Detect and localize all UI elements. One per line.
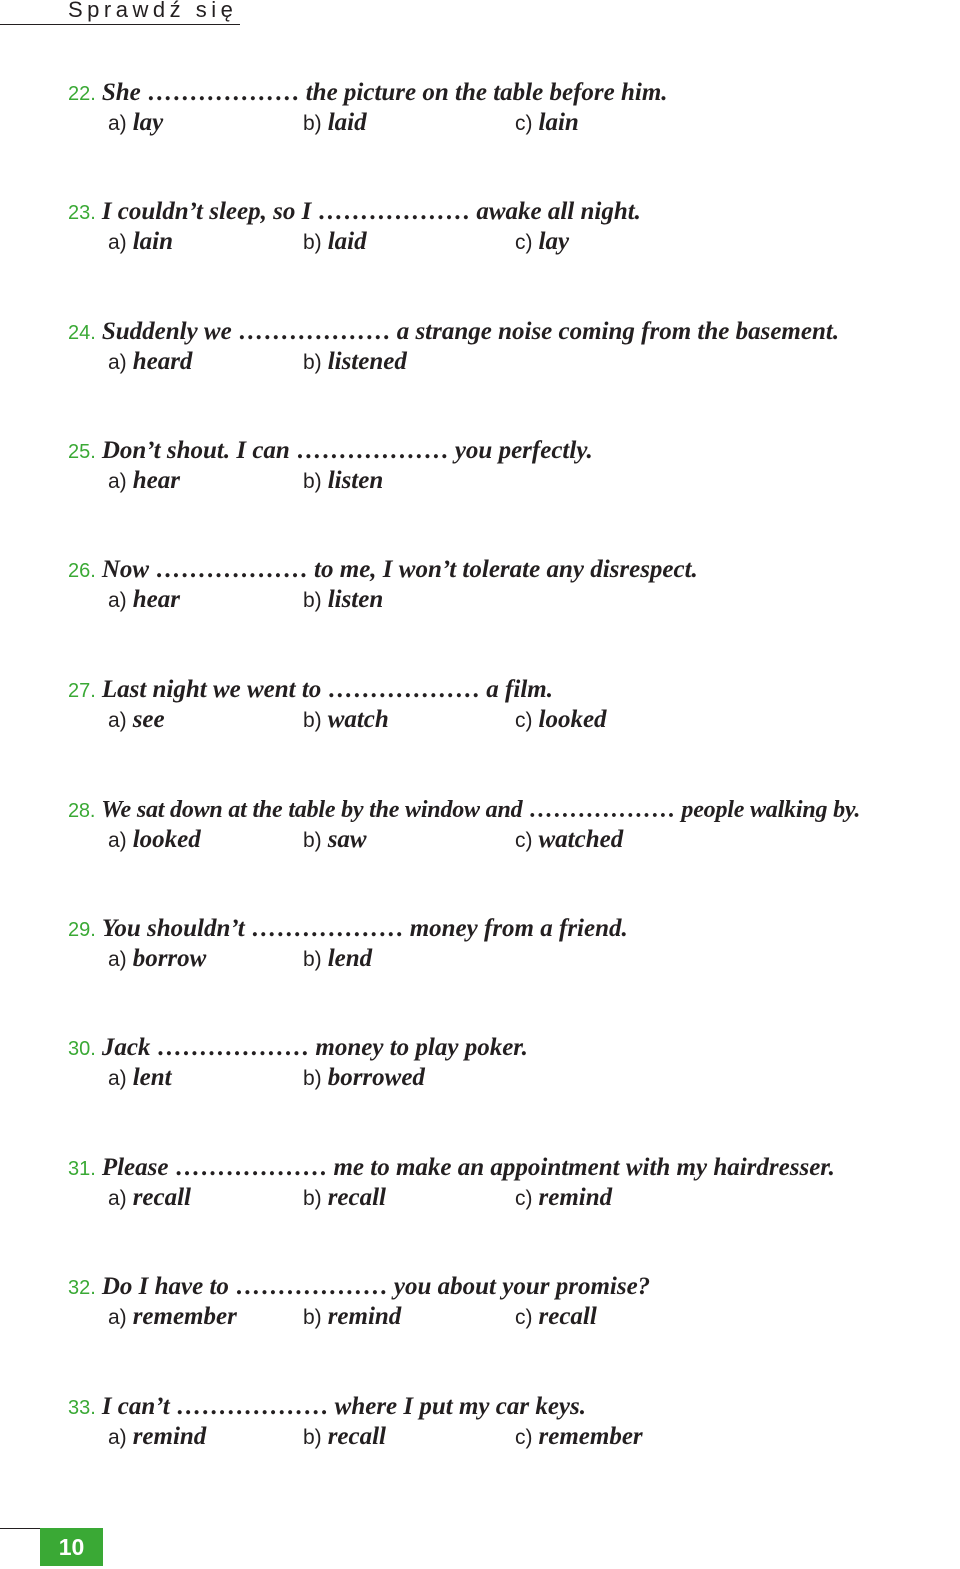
option-b (303, 1302, 401, 1333)
option-text: watched (538, 826, 624, 853)
option-b (303, 585, 383, 616)
question-after: awake all night. (476, 198, 641, 225)
option-c (515, 108, 579, 139)
page-header (0, 0, 240, 25)
question-text (68, 317, 839, 348)
question-before: Don’t shout. I can (101, 437, 290, 464)
question-number: 25. (68, 441, 96, 463)
question-text (68, 436, 593, 467)
question-text (68, 675, 553, 706)
answer-blank: ……………… (146, 79, 300, 106)
option-text: lay (132, 109, 164, 136)
question-after: money from a friend. (409, 915, 628, 942)
question-before: We sat down at the table by the window and (101, 797, 523, 823)
option-a (108, 1063, 172, 1094)
option-letter: b) (303, 112, 322, 135)
option-letter: a) (108, 1067, 127, 1090)
question-text (68, 1033, 528, 1064)
option-letter: a) (108, 829, 127, 852)
option-c (515, 705, 607, 736)
option-text: hear (132, 467, 180, 494)
option-letter: a) (108, 1426, 127, 1449)
answer-blank: ……………… (327, 676, 481, 703)
option-letter: a) (108, 1187, 127, 1210)
option-text: listened (327, 348, 407, 375)
option-letter: a) (108, 709, 127, 732)
answer-blank: ……………… (237, 318, 391, 345)
option-letter: b) (303, 1187, 322, 1210)
option-letter: b) (303, 1067, 322, 1090)
option-letter: a) (108, 589, 127, 612)
question-text (68, 795, 860, 826)
question-before: You shouldn’t (101, 915, 245, 942)
option-text: remember (538, 1423, 643, 1450)
option-text: heard (132, 348, 193, 375)
question-31 (0, 1153, 960, 1233)
question-before: I couldn’t sleep, so I (101, 198, 312, 225)
option-text: looked (538, 706, 607, 733)
question-33 (0, 1392, 960, 1472)
question-24 (0, 317, 960, 397)
question-number: 22. (68, 83, 96, 105)
option-b (303, 347, 407, 378)
option-b (303, 1183, 386, 1214)
option-letter: b) (303, 589, 322, 612)
option-letter: b) (303, 351, 322, 374)
question-after: you perfectly. (454, 437, 593, 464)
footer-rule (0, 1528, 40, 1529)
option-b (303, 1063, 425, 1094)
option-text: lain (132, 228, 173, 255)
answer-blank: ……………… (295, 437, 449, 464)
option-text: hear (132, 586, 180, 613)
option-a (108, 705, 165, 736)
option-letter: c) (515, 1187, 533, 1210)
option-b (303, 466, 383, 497)
question-32 (0, 1272, 960, 1352)
question-number: 30. (68, 1038, 96, 1060)
option-a (108, 227, 173, 258)
option-text: recall (538, 1303, 597, 1330)
option-letter: a) (108, 1306, 127, 1329)
option-letter: b) (303, 1306, 322, 1329)
question-before: She (101, 79, 141, 106)
section-title: Sprawdź się (68, 0, 238, 22)
question-before: Last night we went to (101, 676, 322, 703)
question-text (68, 1392, 586, 1423)
question-after: you about your promise? (393, 1273, 651, 1300)
option-letter: b) (303, 709, 322, 732)
option-text: remind (327, 1303, 402, 1330)
option-text: listen (327, 467, 384, 494)
question-23 (0, 197, 960, 277)
question-text (68, 555, 698, 586)
option-text: laid (327, 228, 367, 255)
question-after: a film. (486, 676, 553, 703)
option-letter: c) (515, 829, 533, 852)
option-text: borrowed (327, 1064, 425, 1091)
option-b (303, 1422, 386, 1453)
question-number: 31. (68, 1158, 96, 1180)
option-letter: b) (303, 948, 322, 971)
option-text: recall (327, 1184, 387, 1211)
option-text: watch (327, 706, 389, 733)
answer-blank: ……………… (250, 915, 404, 942)
option-c (515, 1302, 597, 1333)
question-26 (0, 555, 960, 635)
answer-blank: ……………… (528, 797, 676, 823)
question-after: to me, I won’t tolerate any disrespect. (314, 556, 698, 583)
question-text (68, 197, 641, 228)
question-number: 33. (68, 1397, 96, 1419)
option-letter: a) (108, 231, 127, 254)
option-a (108, 1302, 237, 1333)
option-letter: c) (515, 709, 533, 732)
question-after: me to make an appointment with my hairdresser. (333, 1154, 835, 1181)
option-a (108, 1183, 191, 1214)
option-letter: c) (515, 1426, 533, 1449)
question-number: 29. (68, 919, 96, 941)
answer-blank: ……………… (317, 198, 471, 225)
question-text (68, 78, 668, 109)
answer-blank: ……………… (174, 1154, 328, 1181)
question-number: 24. (68, 322, 96, 344)
option-b (303, 227, 367, 258)
option-text: listen (327, 586, 384, 613)
option-text: saw (327, 826, 367, 853)
option-a (108, 466, 180, 497)
answer-blank: ……………… (175, 1393, 329, 1420)
option-b (303, 944, 372, 975)
option-text: lay (538, 228, 570, 255)
question-after: where I put my car keys. (334, 1393, 587, 1420)
question-27 (0, 675, 960, 755)
option-a (108, 1422, 206, 1453)
option-letter: c) (515, 231, 533, 254)
question-text (68, 1272, 650, 1303)
option-text: see (132, 706, 165, 733)
question-25 (0, 436, 960, 516)
option-a (108, 944, 206, 975)
option-letter: b) (303, 470, 322, 493)
question-28 (0, 795, 960, 875)
question-after: a strange noise coming from the basement. (396, 318, 840, 345)
question-before: Do I have to (101, 1273, 229, 1300)
question-before: Now (101, 556, 150, 583)
option-letter: a) (108, 112, 127, 135)
option-letter: a) (108, 470, 127, 493)
option-text: recall (327, 1423, 387, 1450)
option-letter: b) (303, 231, 322, 254)
question-number: 26. (68, 560, 96, 582)
option-letter: b) (303, 1426, 322, 1449)
option-letter: c) (515, 1306, 533, 1329)
option-text: recall (132, 1184, 192, 1211)
answer-blank: ……………… (234, 1273, 388, 1300)
option-text: looked (132, 826, 201, 853)
question-before: I can’t (101, 1393, 170, 1420)
question-after: people walking by. (681, 797, 861, 823)
option-text: remember (132, 1303, 237, 1330)
question-22 (0, 78, 960, 158)
question-number: 27. (68, 680, 96, 702)
question-29 (0, 914, 960, 994)
option-b (303, 705, 389, 736)
option-letter: a) (108, 948, 127, 971)
option-b (303, 825, 367, 856)
option-a (108, 825, 201, 856)
answer-blank: ……………… (156, 1034, 310, 1061)
question-after: the picture on the table before him. (305, 79, 668, 106)
question-number: 28. (68, 800, 96, 822)
option-a (108, 108, 163, 139)
question-before: Jack (101, 1034, 151, 1061)
option-letter: b) (303, 829, 322, 852)
option-letter: c) (515, 112, 533, 135)
option-letter: a) (108, 351, 127, 374)
option-c (515, 1422, 643, 1453)
question-number: 23. (68, 202, 96, 224)
answer-blank: ……………… (155, 556, 309, 583)
question-30 (0, 1033, 960, 1113)
option-text: remind (538, 1184, 613, 1211)
question-text (68, 1153, 835, 1184)
question-before: Suddenly we (101, 318, 232, 345)
option-text: lent (132, 1064, 172, 1091)
option-text: lain (538, 109, 579, 136)
option-c (515, 825, 623, 856)
question-text (68, 914, 628, 945)
option-c (515, 227, 569, 258)
option-a (108, 347, 192, 378)
page-number: 10 (40, 1528, 103, 1566)
option-c (515, 1183, 612, 1214)
option-text: laid (327, 109, 367, 136)
option-text: borrow (132, 945, 207, 972)
question-after: money to play poker. (315, 1034, 528, 1061)
option-text: lend (327, 945, 373, 972)
question-number: 32. (68, 1277, 96, 1299)
question-before: Please (101, 1154, 169, 1181)
option-a (108, 585, 180, 616)
option-b (303, 108, 367, 139)
option-text: remind (132, 1423, 207, 1450)
